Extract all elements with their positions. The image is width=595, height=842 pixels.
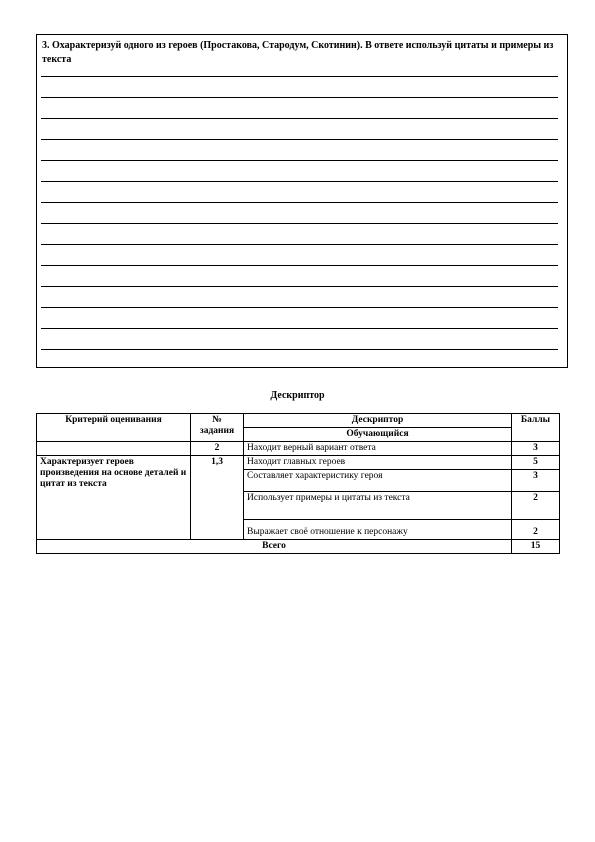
criterion-cell-empty	[37, 442, 191, 456]
answer-line[interactable]	[41, 223, 558, 224]
total-points: 15	[512, 540, 560, 554]
header-criterion: Критерий оценивания	[37, 414, 191, 442]
descriptor-cell: Находит главных героев	[244, 456, 512, 470]
task-3-prompt: 3. Охарактеризуй одного из героев (Простакова, Стародум, Скотинин). В ответе используй цитаты и примеры из текста	[42, 40, 554, 65]
table-total-row	[37, 540, 560, 554]
header-points: Баллы	[512, 414, 560, 442]
task-no-cell: 1,3	[191, 456, 244, 540]
answer-line[interactable]	[41, 97, 558, 98]
table-row	[37, 456, 560, 470]
total-label: Всего	[37, 540, 512, 554]
answer-line[interactable]	[41, 139, 558, 140]
descriptor-cell: Использует примеры и цитаты из текста	[244, 492, 512, 520]
answer-line[interactable]	[41, 265, 558, 266]
answer-line[interactable]	[41, 349, 558, 350]
answer-line[interactable]	[41, 181, 558, 182]
answer-line[interactable]	[41, 160, 558, 161]
task-3-box	[36, 34, 568, 368]
descriptor-table	[36, 413, 560, 554]
descriptor-cell: Находит верный вариант ответа	[244, 442, 512, 456]
header-student: Обучающийся	[244, 428, 512, 442]
answer-line[interactable]	[41, 307, 558, 308]
answer-line[interactable]	[41, 118, 558, 119]
descriptor-heading: Дескриптор	[270, 390, 325, 401]
answer-line[interactable]	[41, 328, 558, 329]
table-header-row	[37, 414, 560, 428]
answer-line[interactable]	[41, 76, 558, 77]
task-no-cell: 2	[191, 442, 244, 456]
answer-line[interactable]	[41, 244, 558, 245]
points-cell: 3	[512, 470, 560, 492]
descriptor-cell: Выражает своё отношение к персонажу	[244, 520, 512, 540]
table-row	[37, 442, 560, 456]
criterion-cell: Характеризует героев произведения на основе деталей и цитат из текста	[37, 456, 191, 540]
answer-line[interactable]	[41, 286, 558, 287]
points-cell: 2	[512, 520, 560, 540]
points-cell: 3	[512, 442, 560, 456]
points-cell: 2	[512, 492, 560, 520]
answer-line[interactable]	[41, 202, 558, 203]
header-descriptor: Дескриптор	[244, 414, 512, 428]
header-task-no: № задания	[191, 414, 244, 442]
points-cell: 5	[512, 456, 560, 470]
descriptor-cell: Составляет характеристику героя	[244, 470, 512, 492]
